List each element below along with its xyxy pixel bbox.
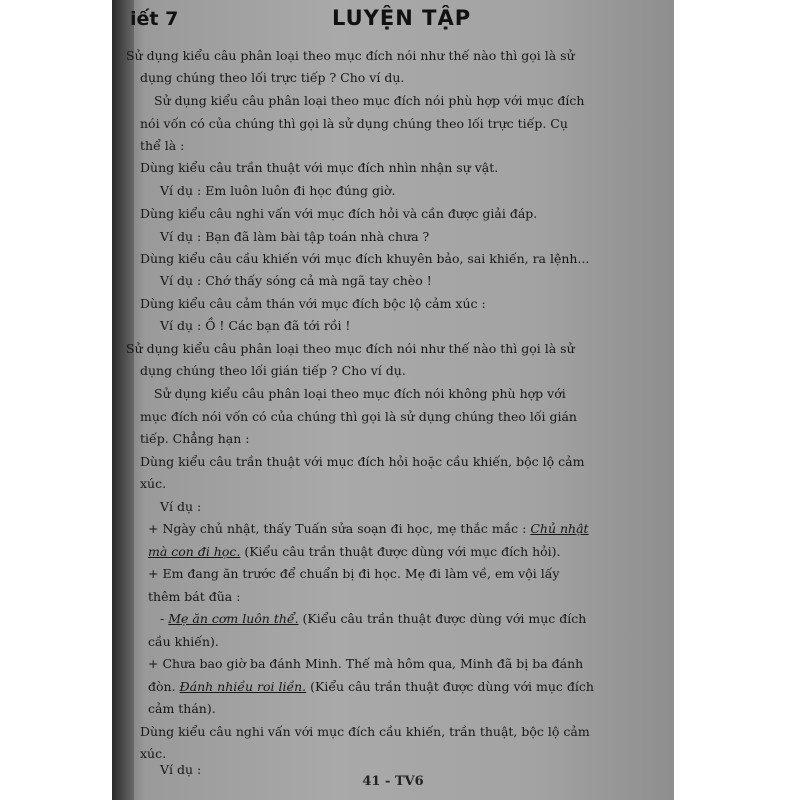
example-2-line-1: + Em đang ăn trước để chuẩn bị đi học. Mẹ đi làm về, em vội lấy <box>148 566 560 581</box>
example-interrogative: Ví dụ : Bạn đã làm bài tập toán nhà chưa ? <box>160 229 430 244</box>
answer-2-line-1: Sử dụng kiểu câu phân loại theo mục đích nói không phù hợp với <box>154 386 566 401</box>
bullet-interrogative-indirect-1: Dùng kiểu câu nghi vấn với mục đích cầu khiến, trần thuật, bộc lộ cảm <box>140 724 590 739</box>
page-number: 41 - TV6 <box>362 774 424 789</box>
bullet-declarative-indirect-2: xúc. <box>140 476 167 491</box>
bullet-exclamatory: Dùng kiểu câu cảm thán với mục đích bộc lộ cảm xúc : <box>140 296 486 311</box>
question-2-line-1: Sử dụng kiểu câu phân loại theo mục đích nói như thế nào thì gọi là sử <box>126 341 575 356</box>
bullet-imperative: Dùng kiểu câu cầu khiến với mục đích khuyên bảo, sai khiến, ra lệnh... <box>140 251 590 266</box>
bullet-declarative: Dùng kiểu câu trần thuật với mục đích nhìn nhận sự vật. <box>140 160 499 175</box>
page-title: LUYỆN TẬP <box>332 6 472 30</box>
question-1-line-1: Sử dụng kiểu câu phân loại theo mục đích nói như thế nào thì gọi là sử <box>126 48 575 63</box>
question-2-line-2: dụng chúng theo lối gián tiếp ? Cho ví dụ. <box>140 363 406 378</box>
example-2-line-3: - Mẹ ăn cơm luôn thể. (Kiểu câu trần thuật được dùng với mục đích <box>160 611 587 626</box>
example-3-line-1: + Chưa bao giờ ba đánh Minh. Thế mà hôm qua, Minh đã bị ba đánh <box>148 656 584 671</box>
answer-2-line-2: mục đích nói vốn có của chúng thì gọi là sử dụng chúng theo lối gián <box>140 409 577 424</box>
question-1-line-2: dụng chúng theo lối trực tiếp ? Cho ví dụ. <box>140 70 405 85</box>
answer-1-line-1: Sử dụng kiểu câu phân loại theo mục đích nói phù hợp với mục đích <box>154 93 585 108</box>
example-label-2: Ví dụ : <box>160 762 202 777</box>
answer-2-line-3: tiếp. Chẳng hạn : <box>140 431 250 446</box>
section-label: iết 7 <box>130 8 179 30</box>
bullet-declarative-indirect-1: Dùng kiểu câu trần thuật với mục đích hỏi hoặc cầu khiến, bộc lộ cảm <box>140 454 585 469</box>
example-3-line-3: cảm thán). <box>148 701 216 716</box>
example-2-line-2: thêm bát đũa : <box>148 589 241 604</box>
example-declarative: Ví dụ : Em luôn luôn đi học đúng giờ. <box>160 183 396 198</box>
example-1-line-2: mà con đi học. (Kiểu câu trần thuật được dùng với mục đích hỏi). <box>148 544 561 559</box>
example-3-line-2: đòn. Đánh nhiều roi liền. (Kiểu câu trần thuật được dùng với mục đích <box>148 679 594 694</box>
example-2-line-4: cầu khiến). <box>148 634 219 649</box>
answer-1-line-2: nói vốn có của chúng thì gọi là sử dụng chúng theo lối trực tiếp. Cụ <box>140 116 568 131</box>
bullet-interrogative-indirect-2: xúc. <box>140 746 167 761</box>
answer-1-line-3: thể là : <box>140 138 185 153</box>
book-page <box>112 0 674 800</box>
page-body <box>112 0 674 800</box>
bullet-interrogative: Dùng kiểu câu nghi vấn với mục đích hỏi và cần được giải đáp. <box>140 206 538 221</box>
example-label-1: Ví dụ : <box>160 499 202 514</box>
example-1-line-1: + Ngày chủ nhật, thấy Tuấn sửa soạn đi học, mẹ thắc mắc : Chủ nhật <box>148 521 589 536</box>
example-imperative: Ví dụ : Chớ thấy sóng cả mà ngã tay chèo ! <box>160 273 432 288</box>
example-exclamatory: Ví dụ : Ồ ! Các bạn đã tới rồi ! <box>160 318 351 333</box>
